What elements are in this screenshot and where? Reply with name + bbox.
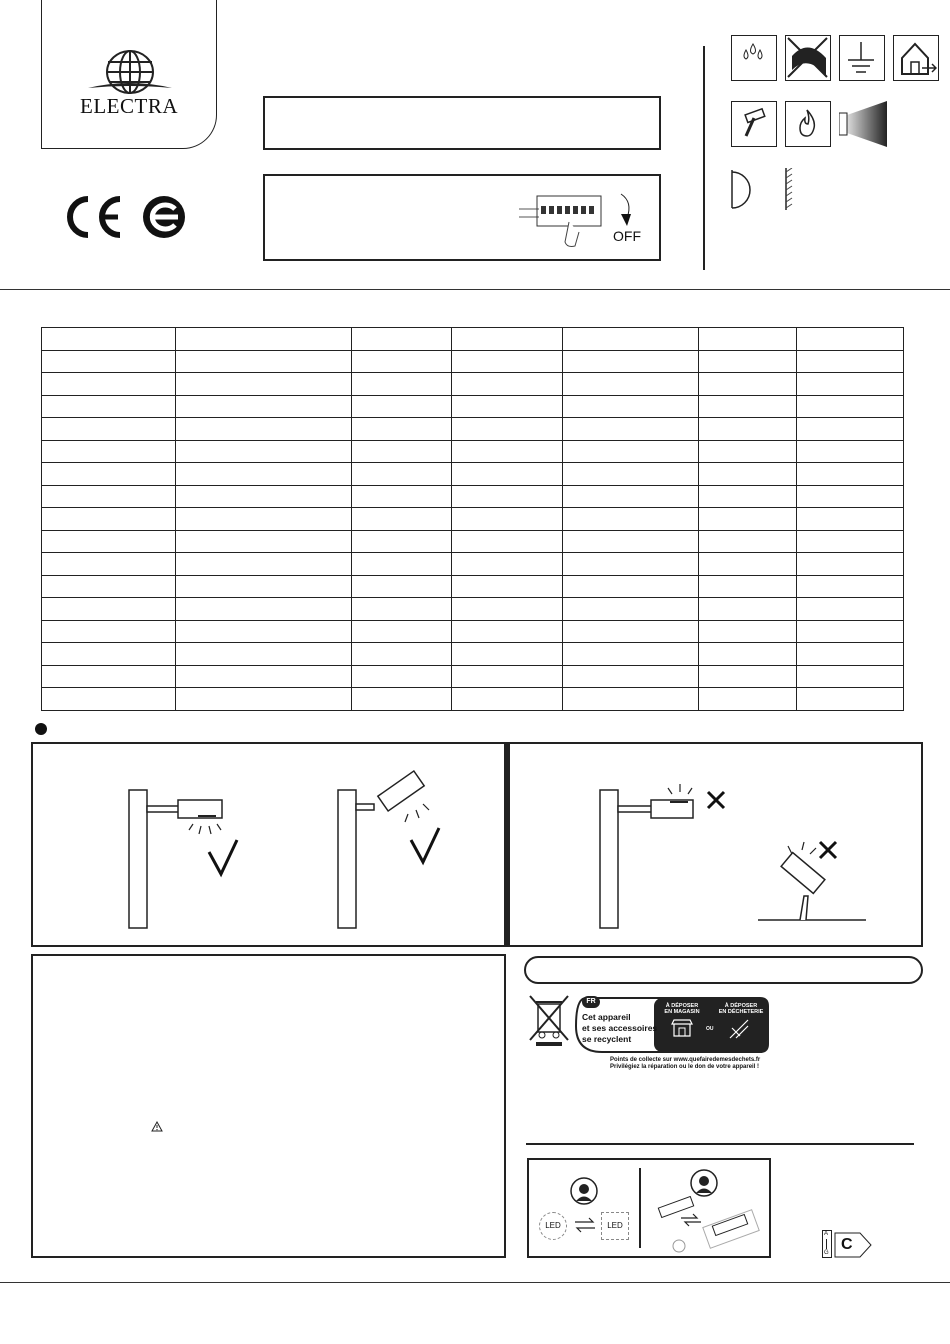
table-cell (42, 598, 176, 621)
triman-line-3: se recyclent (582, 1034, 632, 1044)
globe-icon (88, 48, 172, 98)
table-cell (452, 463, 563, 486)
table-cell (797, 463, 904, 486)
triman-label (574, 996, 770, 1054)
table-cell (42, 688, 176, 711)
table-cell (352, 643, 452, 666)
table-cell (176, 328, 352, 351)
table-cell (699, 328, 797, 351)
table-cell (563, 553, 699, 576)
incorrect-mounting-illustration (510, 744, 921, 945)
dump-icon (726, 1016, 752, 1040)
or-label: OU (706, 1026, 714, 1032)
table-cell (699, 463, 797, 486)
table-cell (176, 350, 352, 373)
table-row (42, 395, 904, 418)
table-cell (452, 643, 563, 666)
table-cell (352, 553, 452, 576)
energy-scale-top: A (824, 1231, 829, 1237)
table-cell (452, 530, 563, 553)
impact-hammer-icon (731, 101, 777, 147)
table-cell (563, 395, 699, 418)
table-row (42, 575, 904, 598)
table-row (42, 350, 904, 373)
table-cell (452, 575, 563, 598)
table-cell (699, 575, 797, 598)
correct-mounting-illustration (33, 744, 504, 945)
recycling-separator (526, 1143, 914, 1145)
table-cell (352, 530, 452, 553)
product-title-box (263, 96, 661, 150)
footer-separator (0, 1282, 950, 1283)
brand-logo (41, 0, 217, 149)
table-cell (699, 643, 797, 666)
table-cell (797, 665, 904, 688)
table-row (42, 665, 904, 688)
safety-instructions-box (31, 954, 506, 1258)
light-beam-icon (839, 101, 887, 147)
table-cell (699, 350, 797, 373)
energy-class-arrow (834, 1232, 872, 1258)
table-cell (563, 418, 699, 441)
table-cell (352, 418, 452, 441)
table-cell (452, 418, 563, 441)
table-cell (42, 350, 176, 373)
outdoor-use-icon (893, 35, 939, 81)
table-cell (699, 688, 797, 711)
store-icon (670, 1018, 694, 1038)
table-row (42, 530, 904, 553)
triman-line-2: et ses accessoires (582, 1023, 658, 1033)
table-cell (176, 508, 352, 531)
energy-scale-bottom: G (824, 1250, 829, 1256)
table-cell (352, 485, 452, 508)
table-cell (176, 643, 352, 666)
table-cell (452, 553, 563, 576)
table-cell (452, 620, 563, 643)
table-cell (352, 598, 452, 621)
table-cell (563, 575, 699, 598)
table-row (42, 688, 904, 711)
correct-mounting-panel (31, 742, 506, 947)
table-cell (563, 350, 699, 373)
table-cell (797, 328, 904, 351)
table-cell (563, 530, 699, 553)
table-cell (176, 463, 352, 486)
table-cell (176, 440, 352, 463)
table-cell (452, 665, 563, 688)
conformity-mark-icon (142, 195, 186, 239)
table-cell (42, 440, 176, 463)
technician-icon-2 (689, 1168, 719, 1198)
table-cell (176, 395, 352, 418)
table-cell (797, 530, 904, 553)
driver-replace-illustration (653, 1196, 767, 1254)
table-cell (699, 418, 797, 441)
energy-scale (822, 1230, 832, 1258)
earth-ground-icon (839, 35, 885, 81)
table-cell (452, 350, 563, 373)
table-cell (176, 688, 352, 711)
table-cell (699, 598, 797, 621)
table-cell (452, 373, 563, 396)
repair-advice-text: Privilégiez la réparation ou le don de votre appareil ! (610, 1064, 760, 1070)
table-cell (42, 665, 176, 688)
table-row (42, 643, 904, 666)
table-cell (563, 463, 699, 486)
table-cell (176, 598, 352, 621)
table-cell (42, 485, 176, 508)
table-cell (42, 643, 176, 666)
table-cell (563, 328, 699, 351)
table-cell (699, 553, 797, 576)
ce-mark-icon (62, 195, 124, 239)
crossed-bin-icon (528, 992, 574, 1046)
table-cell (176, 620, 352, 643)
table-cell (352, 350, 452, 373)
table-cell (352, 665, 452, 688)
recycling-section-header (524, 956, 923, 984)
table-cell (452, 508, 563, 531)
energy-class-letter: C (841, 1236, 853, 1253)
replacement-divider (639, 1168, 641, 1248)
table-cell (42, 463, 176, 486)
table-cell (699, 395, 797, 418)
table-cell (352, 463, 452, 486)
section-bullet (35, 723, 47, 735)
flame-icon (785, 101, 831, 147)
swap-arrows-icon (573, 1216, 597, 1234)
table-row (42, 463, 904, 486)
table-cell (699, 485, 797, 508)
table-cell (797, 418, 904, 441)
table-cell (176, 575, 352, 598)
table-cell (42, 395, 176, 418)
table-cell (352, 508, 452, 531)
table-cell (176, 530, 352, 553)
table-cell (699, 440, 797, 463)
table-cell (797, 373, 904, 396)
breaker-panel-icon (519, 184, 609, 254)
table-cell (563, 440, 699, 463)
table-cell (563, 508, 699, 531)
table-cell (176, 485, 352, 508)
table-cell (352, 395, 452, 418)
table-cell (797, 395, 904, 418)
country-badge: FR (582, 996, 600, 1008)
technician-icon (569, 1176, 599, 1206)
table-cell (797, 350, 904, 373)
table-cell (797, 575, 904, 598)
table-row (42, 440, 904, 463)
header-divider (703, 46, 705, 270)
table-cell (797, 553, 904, 576)
table-cell (42, 553, 176, 576)
table-cell (797, 440, 904, 463)
table-cell (797, 620, 904, 643)
table-cell (699, 508, 797, 531)
table-cell (797, 598, 904, 621)
incorrect-mounting-panel (508, 742, 923, 947)
table-cell (699, 620, 797, 643)
table-cell (563, 643, 699, 666)
table-row (42, 620, 904, 643)
no-cover-icon (785, 35, 831, 81)
table-cell (176, 418, 352, 441)
lamp-replacement-box (527, 1158, 771, 1258)
table-row (42, 485, 904, 508)
table-cell (699, 373, 797, 396)
table-cell (176, 373, 352, 396)
warning-triangle-icon (151, 1121, 163, 1132)
table-cell (563, 598, 699, 621)
brand-name: ELECTRA (80, 94, 178, 118)
table-cell (42, 373, 176, 396)
table-cell (452, 598, 563, 621)
table-cell (42, 575, 176, 598)
table-cell (42, 328, 176, 351)
triman-line-1: Cet appareil (582, 1012, 631, 1022)
table-cell (176, 553, 352, 576)
table-row (42, 328, 904, 351)
collection-points-text: Points de collecte sur www.quefairedemesdechets.fr (610, 1057, 761, 1063)
table-cell (352, 575, 452, 598)
table-cell (452, 440, 563, 463)
table-cell (352, 328, 452, 351)
ip-rating-icon (731, 35, 777, 81)
table-cell (452, 485, 563, 508)
off-label: OFF (613, 228, 641, 244)
table-row (42, 418, 904, 441)
table-cell (352, 688, 452, 711)
table-cell (563, 688, 699, 711)
table-cell (452, 328, 563, 351)
table-row (42, 598, 904, 621)
table-cell (176, 665, 352, 688)
table-cell (352, 440, 452, 463)
led-new-icon: LED (601, 1212, 629, 1240)
table-cell (797, 643, 904, 666)
dump-drop-label: À DÉPOSER EN DÉCHETERIE (718, 1003, 764, 1015)
specification-table (41, 327, 904, 711)
power-off-warning-box (263, 174, 661, 261)
header-separator (0, 289, 950, 290)
table-cell (797, 688, 904, 711)
mounting-surface-icon (728, 168, 808, 212)
led-old-icon: LED (539, 1212, 567, 1240)
table-cell (42, 508, 176, 531)
table-cell (352, 373, 452, 396)
table-cell (563, 485, 699, 508)
table-row (42, 553, 904, 576)
table-cell (563, 620, 699, 643)
table-cell (42, 418, 176, 441)
table-row (42, 508, 904, 531)
table-cell (699, 530, 797, 553)
table-cell (797, 508, 904, 531)
table-cell (563, 665, 699, 688)
table-cell (42, 620, 176, 643)
table-cell (352, 620, 452, 643)
table-cell (452, 395, 563, 418)
table-cell (563, 373, 699, 396)
arrow-down-icon (615, 192, 635, 226)
table-cell (452, 688, 563, 711)
store-drop-label: À DÉPOSER EN MAGASIN (664, 1003, 700, 1015)
table-cell (699, 665, 797, 688)
table-cell (797, 485, 904, 508)
table-cell (42, 530, 176, 553)
table-row (42, 373, 904, 396)
